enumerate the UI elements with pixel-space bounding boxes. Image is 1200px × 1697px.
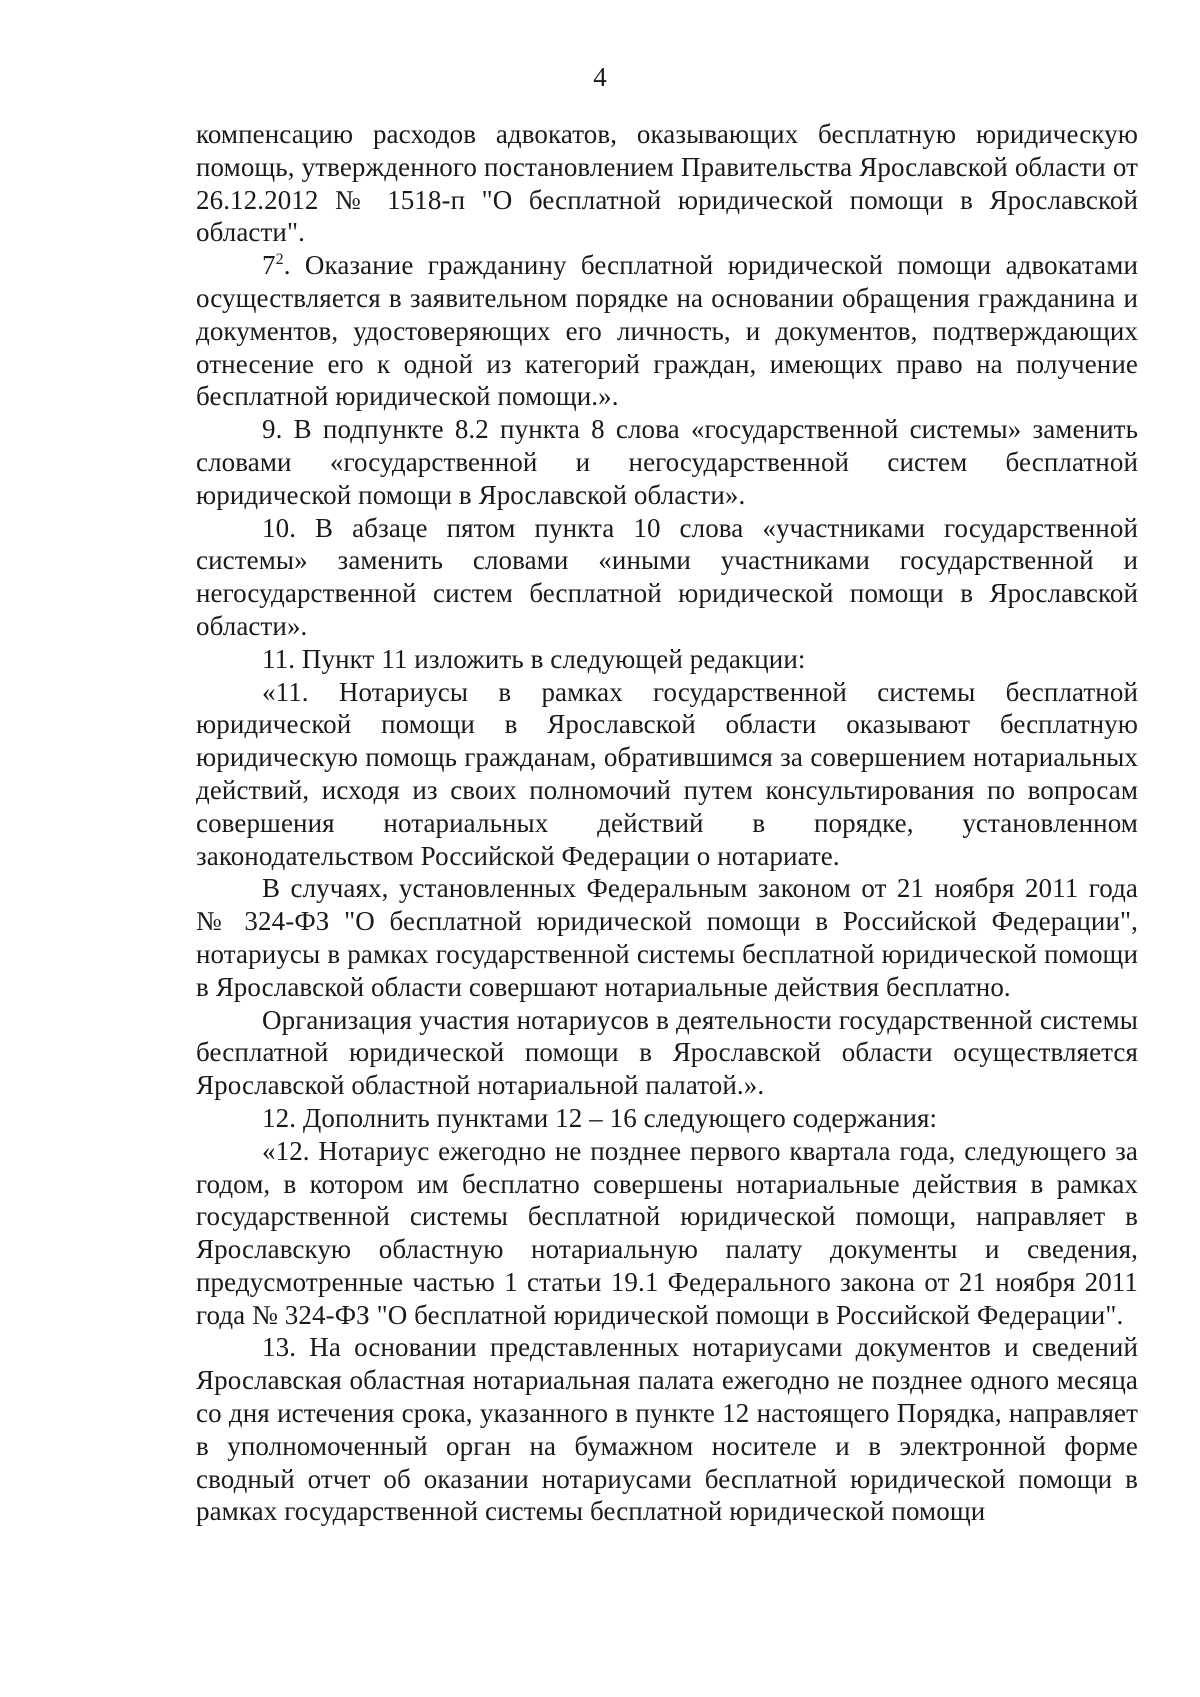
page-number: 4 bbox=[593, 62, 607, 92]
paragraph-quoted-11-cases: В случаях, установленных Федеральным законом от 21 ноября 2011 года № 324-ФЗ "О бесплатной юридической помощи в Российской Федерации", нотариусы в рамках государственной системы бесплатной юридической помощи в Ярославской области совершают нотариальные действия бесплатно. bbox=[196, 873, 1138, 1002]
item-number-superscript: 2 bbox=[275, 251, 284, 269]
paragraph-item-7-2 bbox=[196, 249, 1138, 413]
document-body bbox=[196, 118, 1138, 1528]
paragraph-continuation: компенсацию расходов адвокатов, оказывающих бесплатную юридическую помощь, утвержденного постановлением Правительства Ярославской области от 26.12.2012 № 1518-п "О бесплатной юридической помощи в Ярославской области". bbox=[196, 119, 1138, 248]
paragraph-text: . Оказание гражданину бесплатной юридической помощи адвокатами осуществляется в заявительном порядке на основании обращения гражданина и документов, удостоверяющих его личность, и документов, подтверждающих отнесение его к одной из категорий граждан, имеющих право на получение бесплатной юридической помощи.». bbox=[196, 250, 1138, 412]
paragraph-item-12: 12. Дополнить пунктами 12 – 16 следующего содержания: bbox=[262, 1102, 938, 1133]
paragraph-quoted-11: «11. Нотариусы в рамках государственной системы бесплатной юридической помощи в Ярославской области оказывают бесплатную юридическую помощь гражданам, обратившимся за совершением нотариальных действий, исходя из своих полномочий путем консультирования по вопросам совершения нотариальных действий в порядке, установленном законодательством Российской Федерации о нотариате. bbox=[196, 676, 1138, 871]
paragraph-quoted-13: 13. На основании представленных нотариусами документов и сведений Ярославская областная нотариальная палата ежегодно не позднее одного месяца со дня истечения срока, указанного в пункте 12 настоящего Порядка, направляет в уполномоченный орган на бумажном носителе и в электронной форме сводный отчет об оказании нотариусами бесплатной юридической помощи в рамках государственной системы бесплатной юридической помощи bbox=[196, 1332, 1138, 1527]
paragraph-item-10: 10. В абзаце пятом пункта 10 слова «участниками государственной системы» заменить словами «иными участниками государственной и негосударственной систем бесплатной юридической помощи в Ярославской области». bbox=[196, 512, 1138, 641]
item-number: 7 bbox=[262, 250, 276, 281]
paragraph-quoted-12: «12. Нотариус ежегодно не позднее первого квартала года, следующего за годом, в котором им бесплатно совершены нотариальные действия в рамках государственной системы бесплатной юридической помощи, направляет в Ярославскую областную нотариальную палату документы и сведения, предусмотренные частью 1 статьи 19.1 Федерального закона от 21 ноября 2011 года № 324-ФЗ "О бесплатной юридической помощи в Российской Федерации". bbox=[196, 1135, 1138, 1330]
paragraph-quoted-11-organization: Организация участия нотариусов в деятельности государственной системы бесплатной юридической помощи в Ярославской области осуществляется Ярославской областной нотариальной палатой.». bbox=[196, 1004, 1138, 1101]
paragraph-item-9: 9. В подпункте 8.2 пункта 8 слова «государственной системы» заменить словами «государственной и негосударственной систем бесплатной юридической помощи в Ярославской области». bbox=[196, 414, 1138, 510]
paragraph-item-11: 11. Пункт 11 изложить в следующей редакции: bbox=[262, 643, 806, 674]
